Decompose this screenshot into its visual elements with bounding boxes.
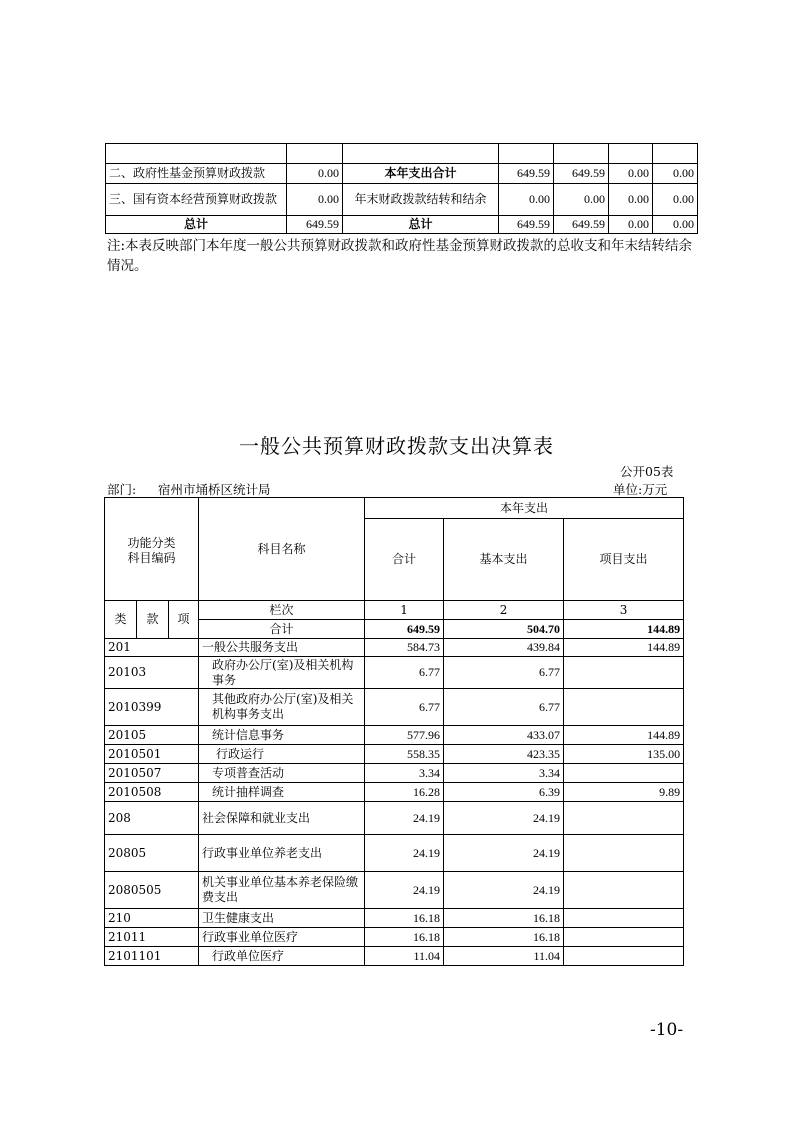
table-row [105, 745, 684, 764]
grand-total-label: 总计 [343, 216, 499, 234]
expenditure-table [104, 497, 684, 966]
table-row [105, 835, 684, 872]
table-cell: 0.00 [653, 184, 698, 216]
table-cell: 0.00 [609, 184, 653, 216]
table-cell: 649.59 [499, 164, 554, 184]
table-row [105, 639, 684, 657]
table-row [105, 764, 684, 783]
column-number: 3 [564, 601, 684, 620]
project-value [564, 835, 684, 872]
table-cell: 0.00 [499, 184, 554, 216]
subject-code: 2010508 [105, 783, 199, 802]
subject-name: 其他政府办公厅(室)及相关机构事务支出 [199, 689, 365, 726]
kuan-header: 款 [137, 601, 169, 639]
basic-value: 6.39 [444, 783, 564, 802]
total-value: 24.19 [365, 835, 444, 872]
total-value: 3.34 [365, 764, 444, 783]
table-cell [609, 144, 653, 164]
page-number: -10- [650, 1020, 684, 1040]
subject-code: 2080505 [105, 872, 199, 909]
total-row-total: 649.59 [365, 620, 444, 639]
total-value: 24.19 [365, 872, 444, 909]
project-value: 135.00 [564, 745, 684, 764]
header-row [105, 601, 684, 620]
subject-name-header: 科目名称 [199, 498, 365, 601]
total-row-basic: 504.70 [444, 620, 564, 639]
expense-item-label: 年末财政拨款结转和结余 [343, 184, 499, 216]
subject-code: 20103 [105, 657, 199, 689]
this-year-header: 本年支出 [365, 498, 684, 519]
subject-name: 统计信息事务 [199, 726, 365, 745]
table-row [105, 726, 684, 745]
table-cell [287, 144, 343, 164]
table-cell: 649.59 [287, 216, 343, 234]
table-cell [554, 144, 609, 164]
total-value: 16.28 [365, 783, 444, 802]
project-value: 144.89 [564, 726, 684, 745]
carryover-summary-table [105, 143, 698, 234]
table-cell: 649.59 [499, 216, 554, 234]
total-value: 11.04 [365, 947, 444, 966]
subject-name: 行政运行 [199, 745, 365, 764]
table-cell: 0.00 [653, 164, 698, 184]
project-header: 项目支出 [564, 519, 684, 601]
table-cell: 0.00 [609, 164, 653, 184]
total-value: 577.96 [365, 726, 444, 745]
func-code-header: 功能分类 科目编码 [105, 498, 199, 601]
subject-code: 208 [105, 802, 199, 835]
table-row [106, 184, 698, 216]
subject-name: 社会保障和就业支出 [199, 802, 365, 835]
subject-name: 政府办公厅(室)及相关机构事务 [199, 657, 365, 689]
column-number: 1 [365, 601, 444, 620]
subject-name: 卫生健康支出 [199, 909, 365, 928]
table-cell: 649.59 [554, 164, 609, 184]
basic-value: 16.18 [444, 909, 564, 928]
income-item-value: 0.00 [287, 184, 343, 216]
table-row [105, 947, 684, 966]
basic-value: 11.04 [444, 947, 564, 966]
table-row [106, 144, 698, 164]
column-number: 2 [444, 601, 564, 620]
total-value: 24.19 [365, 802, 444, 835]
total-value: 6.77 [365, 689, 444, 726]
table-cell [653, 144, 698, 164]
table-row [105, 872, 684, 909]
subject-name: 行政单位医疗 [199, 947, 365, 966]
income-item-label: 二、政府性基金预算财政拨款 [106, 164, 287, 184]
table-cell [499, 144, 554, 164]
subject-code: 2010399 [105, 689, 199, 726]
basic-value: 24.19 [444, 802, 564, 835]
project-value [564, 928, 684, 947]
table-row [105, 928, 684, 947]
total-row-project: 144.89 [564, 620, 684, 639]
basic-value: 423.35 [444, 745, 564, 764]
table-row [106, 164, 698, 184]
expense-item-label: 本年支出合计 [343, 164, 499, 184]
total-header: 合计 [365, 519, 444, 601]
basic-value: 24.19 [444, 835, 564, 872]
income-item-value: 0.00 [287, 164, 343, 184]
lanci-header: 栏次 [199, 601, 365, 620]
project-value [564, 909, 684, 928]
table-body [105, 639, 684, 966]
table-cell: 0.00 [609, 216, 653, 234]
grand-total-label: 总计 [106, 216, 287, 234]
header-row [105, 498, 684, 519]
page-title: 一般公共预算财政拨款支出决算表 [239, 434, 554, 458]
basic-value: 24.19 [444, 872, 564, 909]
department-label: 部门: [107, 482, 137, 497]
project-value: 144.89 [564, 639, 684, 657]
subject-name: 机关事业单位基本养老保险缴费支出 [199, 872, 365, 909]
table-cell [343, 144, 499, 164]
table-row [105, 802, 684, 835]
subject-name: 行政事业单位医疗 [199, 928, 365, 947]
table-row [105, 689, 684, 726]
subject-code: 201 [105, 639, 199, 657]
basic-value: 439.84 [444, 639, 564, 657]
subject-code: 2101101 [105, 947, 199, 966]
income-item-label: 三、国有资本经营预算财政拨款 [106, 184, 287, 216]
project-value [564, 689, 684, 726]
table-row [105, 657, 684, 689]
table-cell: 0.00 [653, 216, 698, 234]
table-row [105, 909, 684, 928]
basic-value: 6.77 [444, 657, 564, 689]
table-cell: 649.59 [554, 216, 609, 234]
project-value [564, 657, 684, 689]
total-value: 16.18 [365, 909, 444, 928]
project-value [564, 802, 684, 835]
total-value: 6.77 [365, 657, 444, 689]
form-number: 公开05表 [620, 464, 674, 479]
basic-value: 6.77 [444, 689, 564, 726]
project-value [564, 947, 684, 966]
subject-code: 2010501 [105, 745, 199, 764]
total-row-label: 合计 [199, 620, 365, 639]
total-value: 558.35 [365, 745, 444, 764]
project-value [564, 764, 684, 783]
table-note: 注:本表反映部门本年度一般公共预算财政拨款和政府性基金预算财政拨款的总收支和年末结转结余情况。 [107, 238, 693, 274]
lei-header: 类 [105, 601, 137, 639]
subject-code: 2010507 [105, 764, 199, 783]
project-value [564, 872, 684, 909]
subject-code: 210 [105, 909, 199, 928]
basic-header: 基本支出 [444, 519, 564, 601]
table-cell [106, 144, 287, 164]
department-name: 宿州市埇桥区统计局 [158, 482, 271, 497]
subject-code: 21011 [105, 928, 199, 947]
table-cell: 0.00 [554, 184, 609, 216]
table-row [105, 783, 684, 802]
subject-code: 20105 [105, 726, 199, 745]
basic-value: 433.07 [444, 726, 564, 745]
xiang-header: 项 [169, 601, 199, 639]
total-value: 584.73 [365, 639, 444, 657]
table-row [106, 216, 698, 234]
subject-name: 行政事业单位养老支出 [199, 835, 365, 872]
total-value: 16.18 [365, 928, 444, 947]
project-value: 9.89 [564, 783, 684, 802]
subject-name: 一般公共服务支出 [199, 639, 365, 657]
subject-code: 20805 [105, 835, 199, 872]
basic-value: 16.18 [444, 928, 564, 947]
unit-label: 单位:万元 [613, 482, 668, 497]
subject-name: 专项普查活动 [199, 764, 365, 783]
basic-value: 3.34 [444, 764, 564, 783]
subject-name: 统计抽样调查 [199, 783, 365, 802]
